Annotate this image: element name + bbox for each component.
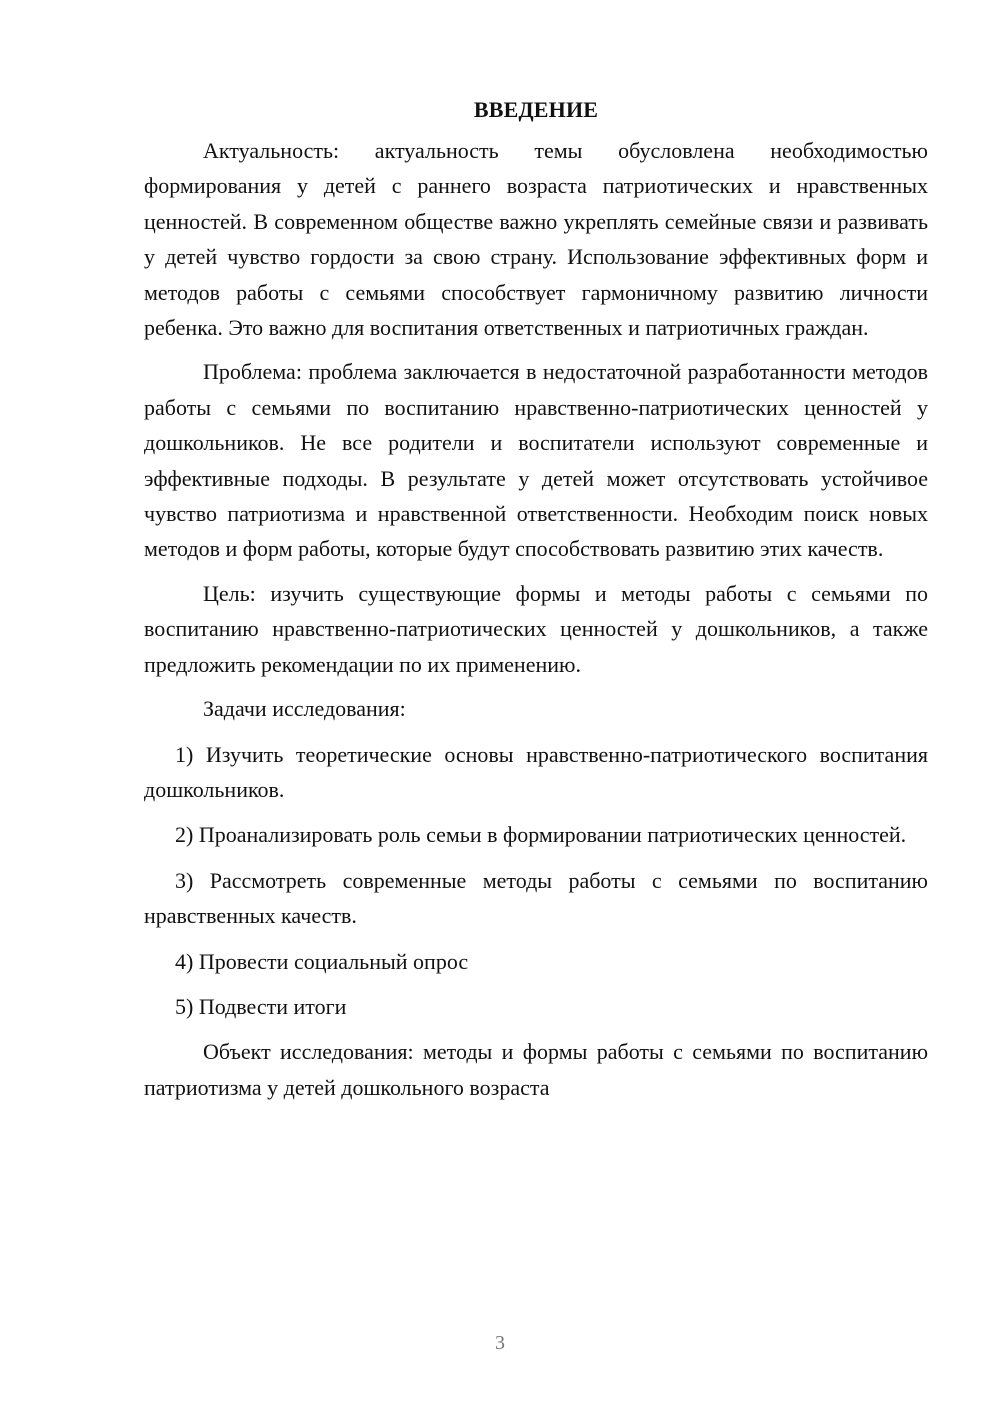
object-paragraph: Объект исследования: методы и формы работы с семьями по воспитанию патриотизма у детей дошкольного возраста [144, 1039, 928, 1100]
list-item: 2) Проанализировать роль семьи в формировании патриотических ценностей. [175, 822, 907, 848]
list-item: 4) Провести социальный опрос [175, 948, 469, 974]
tasks-heading: Задачи исследования: [203, 696, 406, 722]
page-title: ВВЕДЕНИЕ [473, 97, 599, 122]
relevance-paragraph: Актуальность: актуальность темы обусловлена необходимостью формирования у детей с раннего возраста патриотических и нравственных ценностей. В современном обществе важно укреплять семейные связи и развивать у детей чувство гордости за свою страну. Использование эффективных форм и методов работы с семьями способствует гармоничному развитию личности ребенка. Это важно для воспитания ответственных и патриотичных граждан. [144, 138, 928, 341]
list-item: 1) Изучить теоретические основы нравственно-патриотического воспитания дошкольников. [144, 741, 928, 802]
list-item: 5) Подвести итоги [175, 993, 347, 1019]
page-number: 3 [495, 1332, 505, 1354]
tasks-list [144, 737, 928, 1025]
problem-paragraph: Проблема: проблема заключается в недостаточной разработанности методов работы с семьями по воспитанию нравственно-патриотических ценностей у дошкольников. Не все родители и воспитатели используют современные и эффективные подходы. В результате у детей может отсутствовать устойчивое чувство патриотизма и нравственной ответственности. Необходим поиск новых методов и форм работы, которые будут способствовать развитию этих качеств. [144, 359, 928, 562]
page-content [144, 92, 928, 1105]
list-item: 3) Рассмотреть современные методы работы с семьями по воспитанию нравственных качеств. [144, 867, 928, 929]
goal-paragraph: Цель: изучить существующие формы и методы работы с семьями по воспитанию нравственно-патриотических ценностей у дошкольников, а также предложить рекомендации по их применению. [144, 580, 928, 677]
